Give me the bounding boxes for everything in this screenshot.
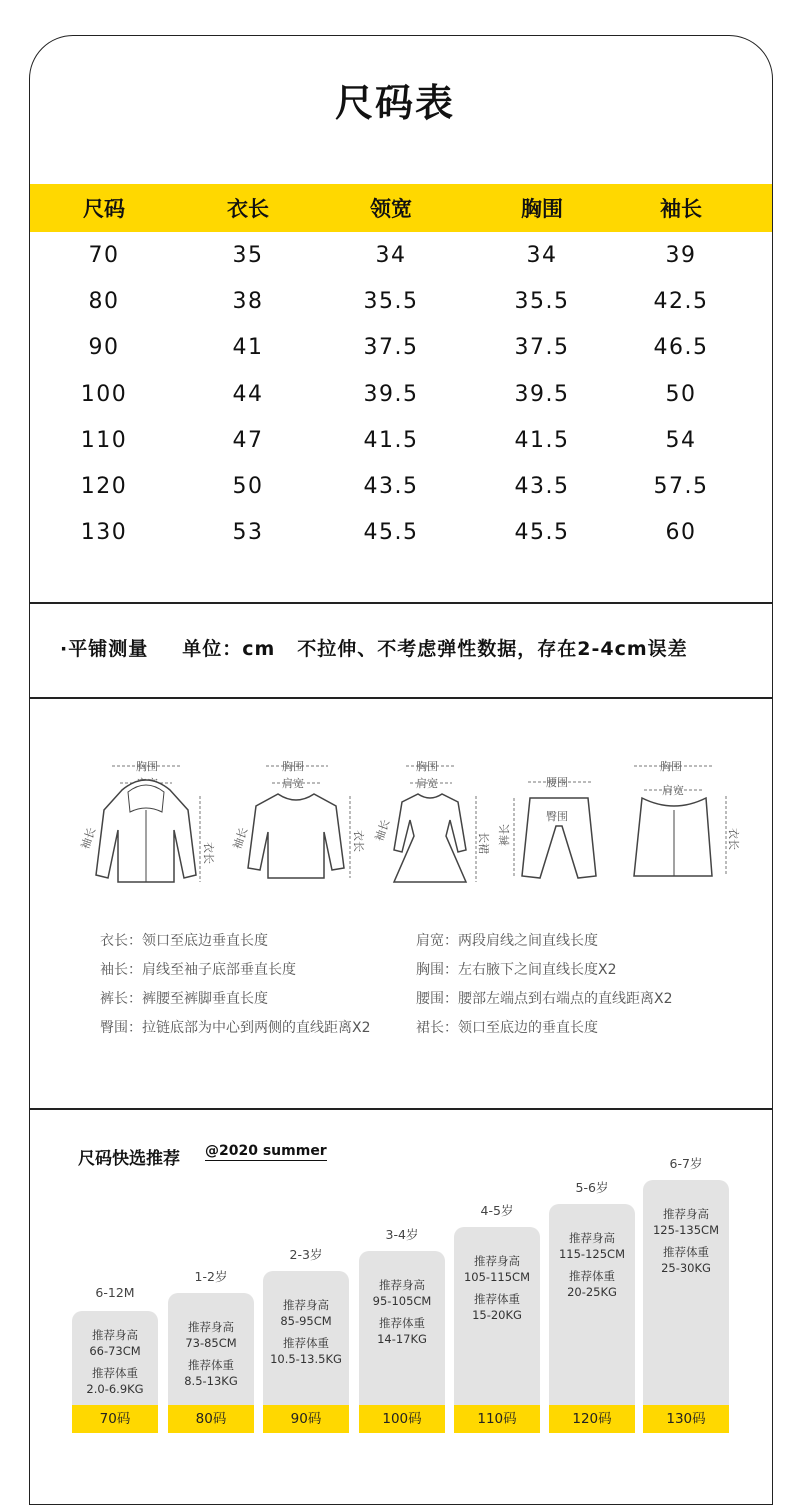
weight-value: 14-17KG xyxy=(377,1332,427,1346)
table-cell: 53 xyxy=(232,520,264,546)
label-dress-length: 长裙 xyxy=(477,832,490,854)
table-row xyxy=(30,371,772,417)
label-shoulder: 肩宽 xyxy=(282,777,304,790)
height-value: 73-85CM xyxy=(185,1336,237,1350)
label-shoulder: 肩宽 xyxy=(416,777,438,790)
table-row xyxy=(30,232,772,278)
bar-box xyxy=(643,1180,729,1433)
table-cell: 39.5 xyxy=(514,381,570,407)
table-cell: 42.5 xyxy=(653,288,709,314)
table-cell: 39 xyxy=(665,242,697,268)
note-disclaimer: 不拉伸、不考虑弹性数据，存在2-4cm误差 xyxy=(297,638,688,660)
label-length: 衣长 xyxy=(727,828,740,850)
header-length: 衣长 xyxy=(227,197,269,221)
table-cell: 130 xyxy=(80,520,128,546)
size-bar xyxy=(643,1154,729,1433)
weight-value: 20-25KG xyxy=(567,1285,617,1299)
sweater-icon xyxy=(220,750,365,895)
age-label: 5-6岁 xyxy=(575,1180,609,1195)
table-header xyxy=(30,184,772,232)
size-table xyxy=(30,184,772,556)
size-label: 130码 xyxy=(643,1405,729,1433)
table-cell: 34 xyxy=(375,242,407,268)
bar-info xyxy=(643,1206,729,1276)
height-label: 推荐身高 xyxy=(474,1254,520,1268)
height-label: 推荐身高 xyxy=(379,1278,425,1292)
size-label: 80码 xyxy=(168,1405,254,1433)
table-cell: 41 xyxy=(232,335,264,361)
table-cell: 45.5 xyxy=(514,520,570,546)
height-label: 推荐身高 xyxy=(569,1231,615,1245)
height-value: 125-135CM xyxy=(652,1223,719,1237)
size-bar xyxy=(263,1245,349,1433)
height-label: 推荐身高 xyxy=(188,1320,234,1334)
table-cell: 46.5 xyxy=(653,335,709,361)
def-item: 腰围：腰部左端点到右端点的直线距离X2 xyxy=(416,991,673,1007)
header-neck: 领宽 xyxy=(370,197,412,221)
label-chest: 胸围 xyxy=(136,760,158,773)
garment-illustrations xyxy=(60,750,740,900)
table-row xyxy=(30,325,772,371)
weight-label: 推荐体重 xyxy=(92,1366,138,1380)
height-value: 105-115CM xyxy=(463,1270,530,1284)
height-value: 115-125CM xyxy=(558,1247,625,1261)
label-sleeve: 袖长 xyxy=(230,825,251,852)
age-label: 3-4岁 xyxy=(385,1227,419,1242)
size-bar xyxy=(454,1201,540,1433)
weight-value: 15-20KG xyxy=(472,1308,522,1322)
quick-select-title: 尺码快选推荐 xyxy=(78,1149,180,1169)
label-waist: 腰围 xyxy=(546,776,568,789)
quick-select-subtitle: @2020 summer xyxy=(205,1143,327,1159)
table-row xyxy=(30,417,772,463)
weight-label: 推荐体重 xyxy=(379,1316,425,1330)
size-bar xyxy=(168,1267,254,1433)
divider xyxy=(30,1108,772,1110)
age-label: 6-12M xyxy=(95,1285,135,1300)
age-label: 2-3岁 xyxy=(289,1247,323,1262)
pants-icon xyxy=(500,750,610,895)
table-body xyxy=(30,232,772,556)
table-cell: 37.5 xyxy=(514,335,570,361)
height-label: 推荐身高 xyxy=(92,1328,138,1342)
def-item: 臀围：拉链底部为中心到两侧的直线距离X2 xyxy=(100,1020,371,1036)
bar-info xyxy=(72,1327,158,1397)
table-cell: 100 xyxy=(80,381,128,407)
def-item: 裙长：领口至底边的垂直长度 xyxy=(416,1020,598,1036)
table-cell: 110 xyxy=(80,427,128,453)
table-cell: 41.5 xyxy=(363,427,419,453)
header-size: 尺码 xyxy=(83,197,125,221)
bar-box xyxy=(168,1293,254,1433)
weight-label: 推荐体重 xyxy=(474,1292,520,1306)
label-hip: 臀围 xyxy=(546,810,568,823)
weight-value: 25-30KG xyxy=(661,1261,711,1275)
age-label: 4-5岁 xyxy=(480,1203,514,1218)
table-cell: 43.5 xyxy=(363,474,419,500)
table-cell: 35.5 xyxy=(514,288,570,314)
bar-info xyxy=(454,1253,540,1323)
hooded-jacket-icon xyxy=(70,750,215,895)
table-cell: 43.5 xyxy=(514,474,570,500)
def-item: 胸围：左右腋下之间直线长度X2 xyxy=(416,962,617,978)
bar-info xyxy=(168,1319,254,1389)
vest-icon xyxy=(620,750,740,895)
bar-box xyxy=(454,1227,540,1433)
size-bar xyxy=(359,1225,445,1433)
table-cell: 60 xyxy=(665,520,697,546)
age-label: 1-2岁 xyxy=(194,1269,228,1284)
page-title: 尺码表 xyxy=(334,81,455,125)
table-cell: 50 xyxy=(665,381,697,407)
dress-icon xyxy=(370,750,490,895)
size-label: 120码 xyxy=(549,1405,635,1433)
weight-label: 推荐体重 xyxy=(569,1269,615,1283)
weight-value: 10.5-13.5KG xyxy=(270,1352,342,1366)
table-cell: 34 xyxy=(526,242,558,268)
age-label: 6-7岁 xyxy=(669,1156,703,1171)
note-method: ·平铺测量 xyxy=(60,638,149,660)
table-cell: 90 xyxy=(88,335,120,361)
table-cell: 35.5 xyxy=(363,288,419,314)
label-length: 衣长 xyxy=(352,830,365,852)
size-label: 100码 xyxy=(359,1405,445,1433)
height-label: 推荐身高 xyxy=(663,1207,709,1221)
table-cell: 50 xyxy=(232,474,264,500)
size-label: 110码 xyxy=(454,1405,540,1433)
weight-label: 推荐体重 xyxy=(188,1358,234,1372)
table-cell: 120 xyxy=(80,474,128,500)
table-cell: 44 xyxy=(232,381,264,407)
table-cell: 47 xyxy=(232,427,264,453)
height-value: 66-73CM xyxy=(89,1344,141,1358)
label-chest: 胸围 xyxy=(660,760,682,773)
size-label: 70码 xyxy=(72,1405,158,1433)
table-cell: 80 xyxy=(88,288,120,314)
bar-info xyxy=(263,1297,349,1367)
bar-box xyxy=(549,1204,635,1433)
bar-box xyxy=(359,1251,445,1433)
label-shoulder: 肩宽 xyxy=(662,784,684,797)
table-cell: 37.5 xyxy=(363,335,419,361)
def-item: 裤长：裤腰至裤脚垂直长度 xyxy=(100,991,268,1007)
label-pants-length: 裤长 xyxy=(498,824,511,846)
weight-value: 2.0-6.9KG xyxy=(86,1382,144,1396)
size-bar xyxy=(549,1178,635,1433)
header-sleeve: 袖长 xyxy=(660,197,702,221)
bar-box xyxy=(72,1311,158,1433)
bar-box xyxy=(263,1271,349,1433)
weight-value: 8.5-13KG xyxy=(184,1374,238,1388)
label-length: 衣长 xyxy=(202,842,215,864)
table-row xyxy=(30,463,772,509)
table-row xyxy=(30,278,772,324)
height-value: 85-95CM xyxy=(280,1314,332,1328)
height-value: 95-105CM xyxy=(372,1294,432,1308)
note-unit: 单位：cm xyxy=(182,638,276,660)
divider xyxy=(30,602,772,604)
table-cell: 41.5 xyxy=(514,427,570,453)
weight-label: 推荐体重 xyxy=(663,1245,709,1259)
measure-note xyxy=(60,634,688,661)
table-cell: 35 xyxy=(232,242,264,268)
table-cell: 54 xyxy=(665,427,697,453)
bar-info xyxy=(359,1277,445,1347)
weight-label: 推荐体重 xyxy=(283,1336,329,1350)
table-cell: 70 xyxy=(88,242,120,268)
def-item: 袖长：肩线至袖子底部垂直长度 xyxy=(100,962,296,978)
table-cell: 39.5 xyxy=(363,381,419,407)
label-sleeve: 袖长 xyxy=(372,817,393,844)
def-item: 肩宽：两段肩线之间直线长度 xyxy=(416,933,598,949)
size-label: 90码 xyxy=(263,1405,349,1433)
divider xyxy=(30,697,772,699)
table-cell: 57.5 xyxy=(653,474,709,500)
header-chest: 胸围 xyxy=(521,197,563,221)
bar-info xyxy=(549,1230,635,1300)
table-row xyxy=(30,510,772,556)
height-label: 推荐身高 xyxy=(283,1298,329,1312)
table-cell: 45.5 xyxy=(363,520,419,546)
label-chest: 胸围 xyxy=(416,760,438,773)
table-cell: 38 xyxy=(232,288,264,314)
label-sleeve: 袖长 xyxy=(78,825,99,852)
label-chest: 胸围 xyxy=(282,760,304,773)
def-item: 衣长：领口至底边垂直长度 xyxy=(100,933,268,949)
size-bar xyxy=(72,1285,158,1433)
